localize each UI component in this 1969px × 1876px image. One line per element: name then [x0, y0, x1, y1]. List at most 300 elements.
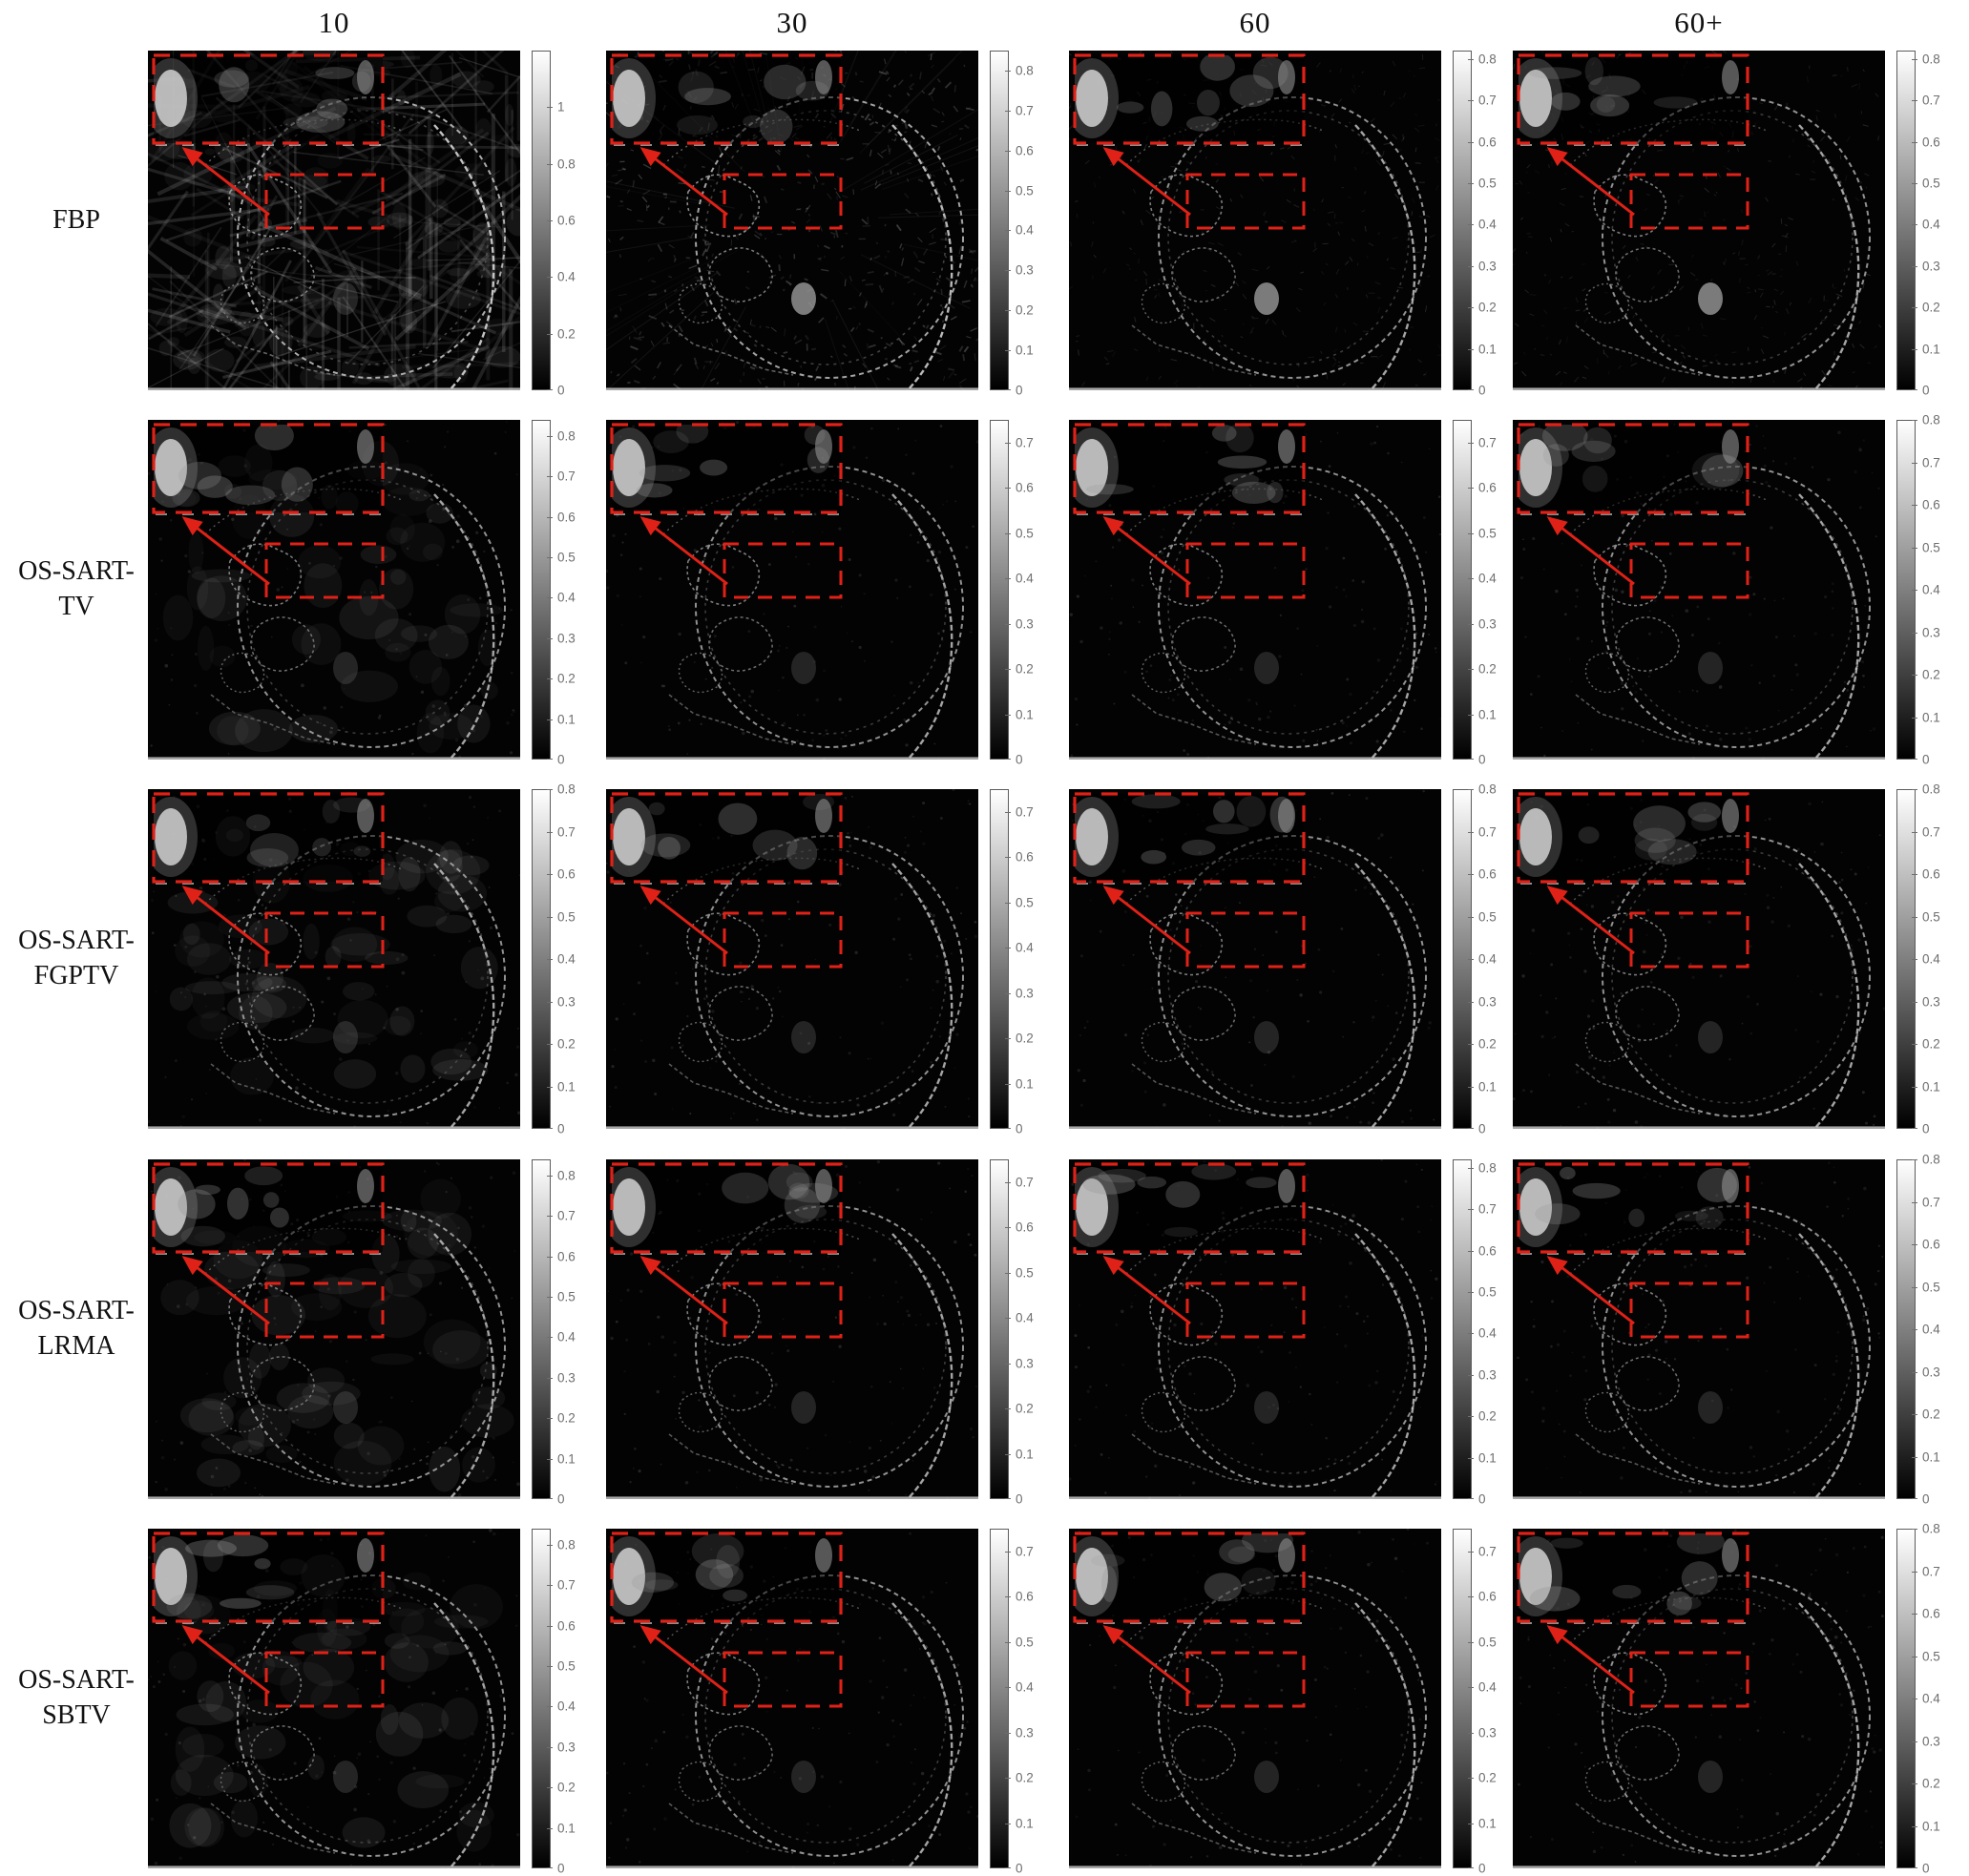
inset-content — [606, 1533, 841, 1621]
colorbar-tick-label: 0.4 — [1016, 571, 1034, 586]
panel-image — [606, 420, 978, 760]
colorbar-tick — [1005, 230, 1011, 231]
colorbar-tick-label: 0.3 — [1016, 1725, 1034, 1741]
colorbar-tick-label: 0.2 — [1016, 302, 1034, 318]
colorbar — [990, 1529, 1009, 1868]
colorbar-tick-label: 0.2 — [1922, 1776, 1940, 1791]
colorbar-tick-label: 0.1 — [557, 1821, 576, 1836]
colorbar-tick — [1005, 443, 1011, 444]
colorbar-tick — [547, 719, 553, 720]
row-label-line: OS-SART- — [18, 926, 135, 956]
colorbar-tick — [547, 789, 553, 790]
colorbar-tick — [1005, 111, 1011, 112]
inset-content — [148, 421, 383, 512]
colorbar-tick-label: 0.5 — [1478, 526, 1497, 541]
colorbar-tick-label: 0.3 — [1016, 616, 1034, 632]
colorbar-tick — [547, 107, 553, 108]
colorbar-tick-label: 0.7 — [557, 824, 576, 840]
colorbar-tick — [1005, 310, 1011, 311]
colorbar-tick-label: 0 — [557, 752, 565, 767]
colorbar-tick — [1468, 1292, 1474, 1293]
inset-content — [148, 794, 383, 882]
colorbar-tick-label: 0.2 — [1922, 1407, 1940, 1422]
colorbar-tick — [1005, 488, 1011, 489]
colorbar-tick-label: 0.4 — [1478, 571, 1497, 586]
colorbar-tick-label: 0.5 — [1922, 1280, 1940, 1295]
colorbar-tick-label: 0.1 — [1922, 710, 1940, 725]
panel-image — [1513, 420, 1885, 760]
row-label-line: OS-SART- — [18, 556, 135, 587]
colorbar — [990, 420, 1009, 760]
colorbar-tick-label: 0.4 — [1922, 1691, 1940, 1706]
colorbar-tick — [1005, 993, 1011, 994]
colorbar-tick-label: 0.4 — [557, 1329, 576, 1344]
colorbar-tick-label: 0.3 — [557, 1370, 576, 1386]
colorbar-tick-label: 0.6 — [1922, 497, 1940, 512]
colorbar-tick-label: 0.7 — [557, 1208, 576, 1223]
inset-content — [148, 1533, 383, 1621]
colorbar-tick — [1468, 389, 1474, 390]
colorbar-tick-label: 0.1 — [1922, 1449, 1940, 1465]
colorbar-tick-label: 0.4 — [557, 590, 576, 605]
colorbar — [1896, 51, 1916, 390]
colorbar-tick — [1912, 675, 1917, 676]
colorbar-tick — [547, 277, 553, 278]
colorbar-tick-label: 0 — [1922, 383, 1930, 398]
colorbar-tick-label: 0.2 — [1478, 1770, 1497, 1785]
colorbar-tick — [1468, 100, 1474, 101]
colorbar-tick — [1005, 669, 1011, 670]
colorbar-tick — [547, 334, 553, 335]
colorbar-tick-label: 0.4 — [557, 1699, 576, 1714]
colorbar-tick-label: 0 — [1016, 383, 1023, 398]
colorbar-tick-label: 0.5 — [1016, 1265, 1034, 1281]
colorbar-tick-label: 0.2 — [557, 326, 576, 342]
colorbar-tick-label: 0 — [1922, 1861, 1930, 1876]
colorbar-tick — [547, 1666, 553, 1667]
colorbar-tick — [547, 220, 553, 221]
row-label — [0, 420, 153, 760]
colorbar-tick-label: 0.3 — [557, 631, 576, 646]
column-header: 30 — [776, 6, 808, 39]
colorbar-tick-label: 0.4 — [557, 951, 576, 967]
colorbar-tick-label: 0.6 — [1478, 480, 1497, 495]
colorbar-tick — [1005, 624, 1011, 625]
colorbar-tick — [1468, 142, 1474, 143]
colorbar-tick-label: 0.6 — [1478, 135, 1497, 150]
colorbar-tick-label: 0.1 — [557, 1079, 576, 1094]
colorbar-tick-label: 0.7 — [1478, 93, 1497, 108]
colorbar-tick — [547, 1044, 553, 1045]
colorbar-tick — [1468, 759, 1474, 760]
colorbar-tick-label: 0.5 — [1922, 909, 1940, 925]
colorbar-tick — [547, 557, 553, 558]
colorbar-tick — [1005, 1778, 1011, 1779]
colorbar-tick-label: 0.4 — [1478, 217, 1497, 232]
colorbar-tick-label: 0.6 — [1478, 866, 1497, 882]
colorbar-tick-label: 0.6 — [1922, 135, 1940, 150]
inset-content — [606, 794, 841, 882]
colorbar-tick — [1912, 1372, 1917, 1373]
colorbar-tick-label: 0.5 — [1922, 176, 1940, 191]
colorbar-tick-label: 0.6 — [557, 510, 576, 525]
colorbar-tick — [1005, 1552, 1011, 1553]
colorbar-tick-label: 0.2 — [1016, 661, 1034, 677]
colorbar-tick — [547, 1002, 553, 1003]
colorbar-tick-label: 0.5 — [1478, 1635, 1497, 1650]
colorbar-tick — [547, 1498, 553, 1499]
colorbar-tick-label: 0.6 — [1478, 1589, 1497, 1604]
colorbar-tick — [1912, 224, 1917, 225]
colorbar-tick — [1468, 578, 1474, 579]
colorbar-tick — [547, 1257, 553, 1258]
panel-image — [1513, 1529, 1885, 1868]
colorbar-tick — [1005, 1733, 1011, 1734]
colorbar-tick-label: 0.1 — [1016, 1816, 1034, 1831]
colorbar-tick — [1912, 1202, 1917, 1203]
colorbar-tick-label: 0.6 — [1478, 1243, 1497, 1259]
colorbar-tick-label: 0.1 — [1922, 1819, 1940, 1834]
colorbar-tick — [1912, 874, 1917, 875]
colorbar-tick — [1912, 633, 1917, 634]
inset-content — [1069, 794, 1304, 882]
colorbar-tick-label: 0.7 — [1478, 1201, 1497, 1217]
colorbar-tick — [1005, 857, 1011, 858]
colorbar-tick — [1005, 191, 1011, 192]
colorbar-tick — [547, 1418, 553, 1419]
inset-content — [1513, 421, 1748, 512]
colorbar-tick-label: 0.6 — [1016, 1589, 1034, 1604]
colorbar-tick-label: 0.7 — [1016, 1544, 1034, 1559]
colorbar-tick-label: 0.3 — [557, 1740, 576, 1755]
colorbar-tick — [547, 517, 553, 518]
colorbar-tick-label: 0.3 — [1922, 625, 1940, 640]
colorbar-tick-label: 0.5 — [1922, 540, 1940, 555]
colorbar — [1453, 1159, 1472, 1499]
colorbar-tick — [1912, 59, 1917, 60]
inset-content — [1513, 55, 1748, 143]
colorbar-tick-label: 0.8 — [1478, 52, 1497, 67]
colorbar-tick-label: 0.5 — [1016, 526, 1034, 541]
colorbar-tick-label: 0.4 — [1478, 1325, 1497, 1341]
inset-content — [1513, 794, 1748, 882]
colorbar-tick — [1912, 100, 1917, 101]
column-header: 60+ — [1674, 6, 1724, 39]
colorbar-tick-label: 0.3 — [1922, 259, 1940, 274]
colorbar-tick — [547, 476, 553, 477]
colorbar-tick-label: 0.1 — [557, 712, 576, 727]
colorbar-tick — [1005, 1128, 1011, 1129]
colorbar-tick — [1912, 1498, 1917, 1499]
colorbar-tick-label: 0.5 — [557, 1289, 576, 1304]
colorbar-tick — [1468, 443, 1474, 444]
inset-content — [606, 55, 841, 144]
colorbar-tick-label: 0 — [557, 383, 565, 398]
colorbar-tick-label: 0.1 — [1922, 1079, 1940, 1094]
colorbar-tick-label: 0.8 — [1478, 1160, 1497, 1176]
colorbar-tick — [547, 917, 553, 918]
colorbar-tick — [1005, 1038, 1011, 1039]
colorbar-tick-label: 0.5 — [1016, 895, 1034, 910]
colorbar-tick-label: 0 — [1016, 752, 1023, 767]
colorbar-tick — [1468, 488, 1474, 489]
colorbar-tick — [1468, 959, 1474, 960]
colorbar-tick — [1912, 307, 1917, 308]
colorbar-tick-label: 0.4 — [557, 269, 576, 284]
colorbar-tick-label: 0.7 — [1922, 1195, 1940, 1210]
colorbar-tick-label: 0 — [1016, 1121, 1023, 1136]
colorbar-tick — [1005, 1227, 1011, 1228]
colorbar-tick — [1468, 874, 1474, 875]
colorbar-tick-label: 0.4 — [1016, 222, 1034, 238]
colorbar-tick — [1005, 71, 1011, 72]
colorbar-tick — [547, 1585, 553, 1586]
colorbar-tick-label: 0.8 — [557, 156, 576, 172]
colorbar-tick-label: 0 — [557, 1861, 565, 1876]
colorbar-tick — [547, 436, 553, 437]
colorbar-tick — [1912, 548, 1917, 549]
panel-image — [1069, 1529, 1441, 1868]
colorbar-tick-label: 0.5 — [1016, 1635, 1034, 1650]
colorbar-tick — [1468, 624, 1474, 625]
colorbar — [532, 420, 551, 760]
colorbar-tick — [1468, 715, 1474, 716]
colorbar-tick — [1912, 266, 1917, 267]
colorbar-tick-label: 0.8 — [1922, 1152, 1940, 1167]
colorbar-tick-label: 0.5 — [557, 909, 576, 925]
colorbar-tick — [1468, 1642, 1474, 1643]
colorbar-tick-label: 0.7 — [1016, 1175, 1034, 1190]
colorbar-tick-label: 0 — [1478, 752, 1486, 767]
panel-image — [1069, 51, 1441, 390]
colorbar-tick-label: 0.4 — [1922, 217, 1940, 232]
colorbar-tick — [1468, 224, 1474, 225]
colorbar-tick-label: 0.2 — [1016, 1770, 1034, 1785]
colorbar-tick — [547, 1176, 553, 1177]
colorbar-tick — [1912, 463, 1917, 464]
colorbar-tick-label: 0.7 — [557, 469, 576, 484]
colorbar — [1453, 1529, 1472, 1868]
colorbar-tick-label: 0.4 — [1922, 951, 1940, 967]
colorbar-tick — [547, 832, 553, 833]
colorbar-tick-label: 0.2 — [1922, 1036, 1940, 1052]
colorbar-tick-label: 0.6 — [1922, 866, 1940, 882]
panel-image — [606, 789, 978, 1129]
colorbar-tick-label: 0.6 — [557, 213, 576, 228]
colorbar-tick — [1468, 1458, 1474, 1459]
colorbar-tick — [1005, 715, 1011, 716]
colorbar-tick-label: 0.1 — [1016, 707, 1034, 722]
colorbar-tick — [1912, 1128, 1917, 1129]
colorbar-tick-label: 0 — [1922, 1121, 1930, 1136]
colorbar-tick — [1005, 270, 1011, 271]
colorbar-tick-label: 0.3 — [1478, 1725, 1497, 1741]
colorbar-tick — [1468, 533, 1474, 534]
colorbar-tick-label: 0.8 — [557, 1537, 576, 1553]
colorbar-tick-label: 0.8 — [1922, 412, 1940, 427]
colorbar-tick-label: 0.3 — [1922, 994, 1940, 1010]
colorbar-tick — [1912, 1244, 1917, 1245]
colorbar-tick-label: 0.7 — [1478, 1544, 1497, 1559]
colorbar-tick — [1005, 812, 1011, 813]
colorbar — [532, 1159, 551, 1499]
colorbar-tick-label: 0.8 — [557, 782, 576, 797]
colorbar-tick — [1912, 183, 1917, 184]
inset-content — [148, 55, 383, 143]
colorbar-tick — [1912, 1044, 1917, 1045]
colorbar-tick — [1468, 669, 1474, 670]
colorbar-tick — [1005, 1687, 1011, 1688]
colorbar-tick — [1912, 389, 1917, 390]
colorbar-tick-label: 0.8 — [1016, 63, 1034, 78]
inset-content — [606, 420, 841, 512]
colorbar-tick-label: 0.1 — [1478, 342, 1497, 357]
column-header: 10 — [318, 6, 350, 39]
colorbar-tick-label: 0.7 — [1478, 824, 1497, 840]
colorbar-tick — [547, 1297, 553, 1298]
colorbar-tick — [1468, 789, 1474, 790]
colorbar-tick-label: 0.8 — [1478, 782, 1497, 797]
inset-content — [1069, 52, 1304, 143]
colorbar-tick-label: 0.3 — [557, 994, 576, 1010]
row-label — [0, 1529, 153, 1868]
colorbar-tick-label: 0.8 — [557, 428, 576, 444]
colorbar-tick-label: 0.3 — [1016, 1356, 1034, 1371]
colorbar-tick-label: 0.3 — [1016, 986, 1034, 1001]
colorbar-tick — [1468, 1251, 1474, 1252]
panel-image — [606, 1529, 978, 1868]
colorbar-tick-label: 0.4 — [1016, 940, 1034, 955]
colorbar-tick-label: 0.4 — [1922, 1322, 1940, 1337]
colorbar-tick — [1468, 1552, 1474, 1553]
colorbar-tick — [1005, 533, 1011, 534]
colorbar-tick — [1005, 1364, 1011, 1365]
colorbar-tick-label: 0.1 — [1478, 1450, 1497, 1466]
colorbar-tick-label: 0.7 — [1016, 103, 1034, 118]
colorbar-tick — [1912, 1087, 1917, 1088]
colorbar-tick-label: 0.1 — [1016, 343, 1034, 358]
colorbar — [1453, 51, 1472, 390]
colorbar-tick — [547, 959, 553, 960]
panel-image — [148, 1529, 520, 1868]
colorbar-tick-label: 1 — [557, 99, 565, 115]
colorbar-tick — [547, 638, 553, 639]
colorbar-tick — [1912, 1287, 1917, 1288]
colorbar-tick — [1005, 389, 1011, 390]
colorbar-tick-label: 0.3 — [1478, 259, 1497, 274]
panel-image — [148, 1159, 520, 1499]
colorbar-tick — [1468, 1002, 1474, 1003]
colorbar — [990, 789, 1009, 1129]
colorbar-tick — [1912, 1867, 1917, 1868]
colorbar-tick-label: 0.8 — [1922, 52, 1940, 67]
inset-content — [1513, 1530, 1748, 1621]
colorbar-tick-label: 0 — [1922, 752, 1930, 767]
inset-content — [148, 1164, 383, 1252]
colorbar-tick — [547, 1545, 553, 1546]
colorbar-tick-label: 0 — [1016, 1861, 1023, 1876]
colorbar-tick — [1005, 350, 1011, 351]
colorbar-tick — [1912, 1414, 1917, 1415]
colorbar-tick-label: 0.6 — [1016, 849, 1034, 865]
colorbar-tick — [1912, 349, 1917, 350]
colorbar-tick-label: 0.5 — [1922, 1649, 1940, 1664]
colorbar-tick — [547, 678, 553, 679]
row-label-line: FBP — [52, 204, 100, 235]
panel-image — [606, 1159, 978, 1499]
column-header: 60 — [1239, 6, 1271, 39]
colorbar-tick — [1005, 151, 1011, 152]
colorbar-tick — [1005, 759, 1011, 760]
colorbar-tick — [1468, 1498, 1474, 1499]
colorbar-tick — [1912, 1329, 1917, 1330]
colorbar-tick-label: 0.7 — [1016, 804, 1034, 820]
colorbar-tick-label: 0.7 — [1922, 1564, 1940, 1579]
colorbar-tick-label: 0.5 — [1478, 1284, 1497, 1300]
colorbar-tick-label: 0.7 — [1478, 435, 1497, 450]
colorbar-tick — [1468, 1333, 1474, 1334]
row-label — [0, 51, 153, 390]
colorbar-tick-label: 0.4 — [1016, 1310, 1034, 1325]
colorbar-tick-label: 0.2 — [1478, 300, 1497, 315]
row-label — [0, 789, 153, 1129]
colorbar-tick-label: 0.7 — [1922, 824, 1940, 840]
colorbar-tick — [1912, 1159, 1917, 1160]
row-label-line: LRMA — [37, 1331, 115, 1361]
colorbar-tick-label: 0.3 — [1478, 616, 1497, 632]
colorbar-tick-label: 0.1 — [1478, 1079, 1497, 1094]
colorbar-tick — [1005, 1273, 1011, 1274]
colorbar-tick — [1005, 578, 1011, 579]
colorbar-tick — [1468, 1778, 1474, 1779]
colorbar-tick-label: 0.7 — [1922, 455, 1940, 470]
panel-image — [1513, 51, 1885, 390]
colorbar-tick — [1912, 959, 1917, 960]
colorbar-tick — [1912, 1783, 1917, 1784]
colorbar-tick — [1468, 266, 1474, 267]
colorbar-tick-label: 0.4 — [1016, 1679, 1034, 1695]
colorbar-tick-label: 0.2 — [1478, 1408, 1497, 1424]
colorbar-tick-label: 0.8 — [557, 1168, 576, 1183]
colorbar-tick-label: 0.4 — [1478, 1679, 1497, 1695]
colorbar-tick — [1005, 1318, 1011, 1319]
colorbar-tick-label: 0.1 — [1478, 1816, 1497, 1831]
colorbar-tick — [1468, 1209, 1474, 1210]
colorbar-tick-label: 0.6 — [1016, 480, 1034, 495]
inset-content — [1513, 1164, 1748, 1252]
colorbar-tick-label: 0.2 — [557, 1780, 576, 1795]
colorbar-tick-label: 0.3 — [1922, 1734, 1940, 1749]
colorbar-tick-label: 0.3 — [1478, 1367, 1497, 1383]
colorbar-tick — [1468, 1867, 1474, 1868]
colorbar-tick — [1912, 1529, 1917, 1530]
colorbar-tick — [1912, 142, 1917, 143]
colorbar-tick — [1468, 1596, 1474, 1597]
colorbar-tick — [1912, 759, 1917, 760]
panel-image — [1069, 1159, 1441, 1499]
colorbar-tick-label: 0.2 — [557, 671, 576, 686]
colorbar-tick — [1912, 1614, 1917, 1615]
inset-content — [1069, 1163, 1304, 1252]
colorbar-tick-label: 0.4 — [1478, 951, 1497, 967]
colorbar-tick — [1468, 307, 1474, 308]
colorbar-tick — [1912, 917, 1917, 918]
colorbar-tick — [1468, 1087, 1474, 1088]
colorbar-tick — [1005, 1182, 1011, 1183]
colorbar-tick-label: 0.1 — [1016, 1076, 1034, 1092]
colorbar-tick — [1005, 903, 1011, 904]
colorbar-tick-label: 0.7 — [557, 1577, 576, 1593]
